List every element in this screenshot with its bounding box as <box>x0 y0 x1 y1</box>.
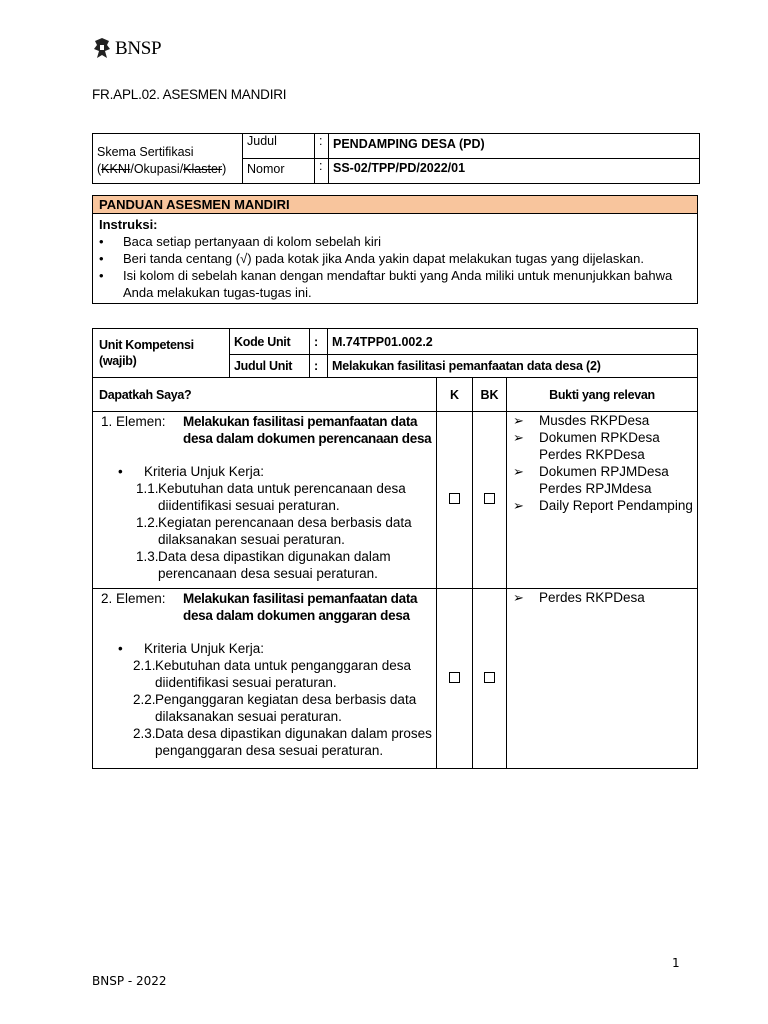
arrow-icon: ➢ <box>513 430 524 445</box>
panduan-table <box>92 195 698 304</box>
criteria-item: 2.1. Kebutuhan data untuk penganggaran desa diidentifikasi sesuai peraturan. <box>133 658 411 690</box>
criteria-item: 2.2. Penganggaran kegiatan desa berbasis data dilaksanakan sesuai peraturan. <box>133 692 417 724</box>
nomor-label: Nomor <box>243 159 315 184</box>
skema-table <box>92 133 700 184</box>
bk-checkbox[interactable] <box>484 493 495 504</box>
bk-checkbox-cell <box>473 589 507 769</box>
bukti-item: ➢ Musdes RKPDesa <box>513 413 650 428</box>
klaster-struck: Klaster <box>183 161 223 176</box>
col-k: K <box>437 378 473 412</box>
unit-table <box>92 328 698 769</box>
skema-type-label: (KKNI/Okupasi/Klaster) <box>97 161 227 176</box>
col-bukti: Bukti yang relevan <box>507 378 698 412</box>
elemen-1-prefix: 1. Elemen: <box>101 414 166 429</box>
logo-text: BNSP <box>115 38 162 59</box>
k-checkbox-cell <box>437 412 473 589</box>
criteria-item: 1.1. Kebutuhan data untuk perencanaan desa diidentifikasi sesuai peraturan. <box>136 481 406 513</box>
arrow-icon: ➢ <box>513 413 524 428</box>
page-number: 1 <box>672 956 680 970</box>
arrow-icon: ➢ <box>513 498 524 513</box>
footer-text: BNSP - 2022 <box>92 974 167 988</box>
instruksi-item: • Baca setiap pertanyaan di kolom sebelah kiri <box>99 234 381 249</box>
bk-checkbox-cell <box>473 412 507 589</box>
panduan-title: PANDUAN ASESMEN MANDIRI <box>93 196 698 214</box>
criteria-item: 2.3. Data desa dipastikan digunakan dalam proses penganggaran desa sesuai peraturan. <box>133 726 432 758</box>
kuk-label: • Kriteria Unjuk Kerja: <box>118 641 265 656</box>
kuk-label: • Kriteria Unjuk Kerja: <box>118 464 265 479</box>
panduan-body <box>93 214 698 304</box>
bukti-item: ➢ Dokumen RPJMDesa Perdes RPJMdesa <box>513 464 669 496</box>
bukti-1-cell <box>507 412 698 589</box>
nomor-sep: : <box>315 159 329 184</box>
bukti-2-cell <box>507 589 698 769</box>
unit-label-cell <box>93 329 230 378</box>
k-checkbox[interactable] <box>449 493 460 504</box>
form-title: FR.APL.02. ASESMEN MANDIRI <box>92 87 287 102</box>
skema-label: Skema Sertifikasi <box>97 144 194 159</box>
unit-label: Unit Kompetensi <box>99 338 194 352</box>
bukti-item: ➢ Dokumen RPKDesa Perdes RKPDesa <box>513 430 660 462</box>
skema-label-cell <box>93 134 243 184</box>
judul-unit-sep: : <box>310 355 328 378</box>
instruksi-label: Instruksi: <box>99 217 158 232</box>
elemen-2-cell <box>93 589 437 769</box>
instruksi-item: • Beri tanda centang (√) pada kotak jika Anda yakin dapat melakukan tugas yang dijelaskan. <box>99 251 644 266</box>
kode-unit-value: M.74TPP01.002.2 <box>328 329 698 355</box>
bk-checkbox[interactable] <box>484 672 495 683</box>
criteria-list <box>101 480 432 582</box>
bnsp-logo <box>92 34 172 64</box>
elemen-1-title: Melakukan fasilitasi pemanfaatan data desa dalam dokumen perencanaan desa <box>183 414 432 446</box>
k-checkbox[interactable] <box>449 672 460 683</box>
table-row <box>93 589 698 769</box>
elemen-2-title: Melakukan fasilitasi pemanfaatan data desa dalam dokumen anggaran desa <box>183 591 418 623</box>
kode-unit-label: Kode Unit <box>230 329 310 355</box>
arrow-icon: ➢ <box>513 590 524 605</box>
judul-value: PENDAMPING DESA (PD) <box>329 134 700 159</box>
kkni-struck: KKNI <box>101 161 131 176</box>
table-row <box>93 412 698 589</box>
judul-sep: : <box>315 134 329 159</box>
judul-label: Judul <box>243 134 315 159</box>
elemen-2-prefix: 2. Elemen: <box>101 591 166 606</box>
bnsp-emblem-icon <box>92 37 112 61</box>
judul-unit-label: Judul Unit <box>230 355 310 378</box>
criteria-item: 1.3. Data desa dipastikan digunakan dalam perencanaan desa sesuai peraturan. <box>136 549 391 581</box>
k-checkbox-cell <box>437 589 473 769</box>
bukti-item: ➢ Daily Report Pendamping <box>513 498 693 513</box>
criteria-list <box>101 657 432 759</box>
nomor-value: SS-02/TPP/PD/2022/01 <box>329 159 700 184</box>
arrow-icon: ➢ <box>513 464 524 479</box>
col-question: Dapatkah Saya? <box>93 378 437 412</box>
col-bk: BK <box>473 378 507 412</box>
bukti-item: ➢ Perdes RKPDesa <box>513 590 645 605</box>
kode-sep: : <box>310 329 328 355</box>
judul-unit-value: Melakukan fasilitasi pemanfaatan data desa (2) <box>328 355 698 378</box>
criteria-item: 1.2. Kegiatan perencanaan desa berbasis data dilaksanakan sesuai peraturan. <box>136 515 412 547</box>
instruksi-item: • Isi kolom di sebelah kanan dengan mendaftar bukti yang Anda miliki untuk menunjukkan bahwa Anda melakukan tugas-tugas ini. <box>99 268 673 300</box>
elemen-1-cell <box>93 412 437 589</box>
unit-label-wajib: (wajib) <box>99 354 137 368</box>
